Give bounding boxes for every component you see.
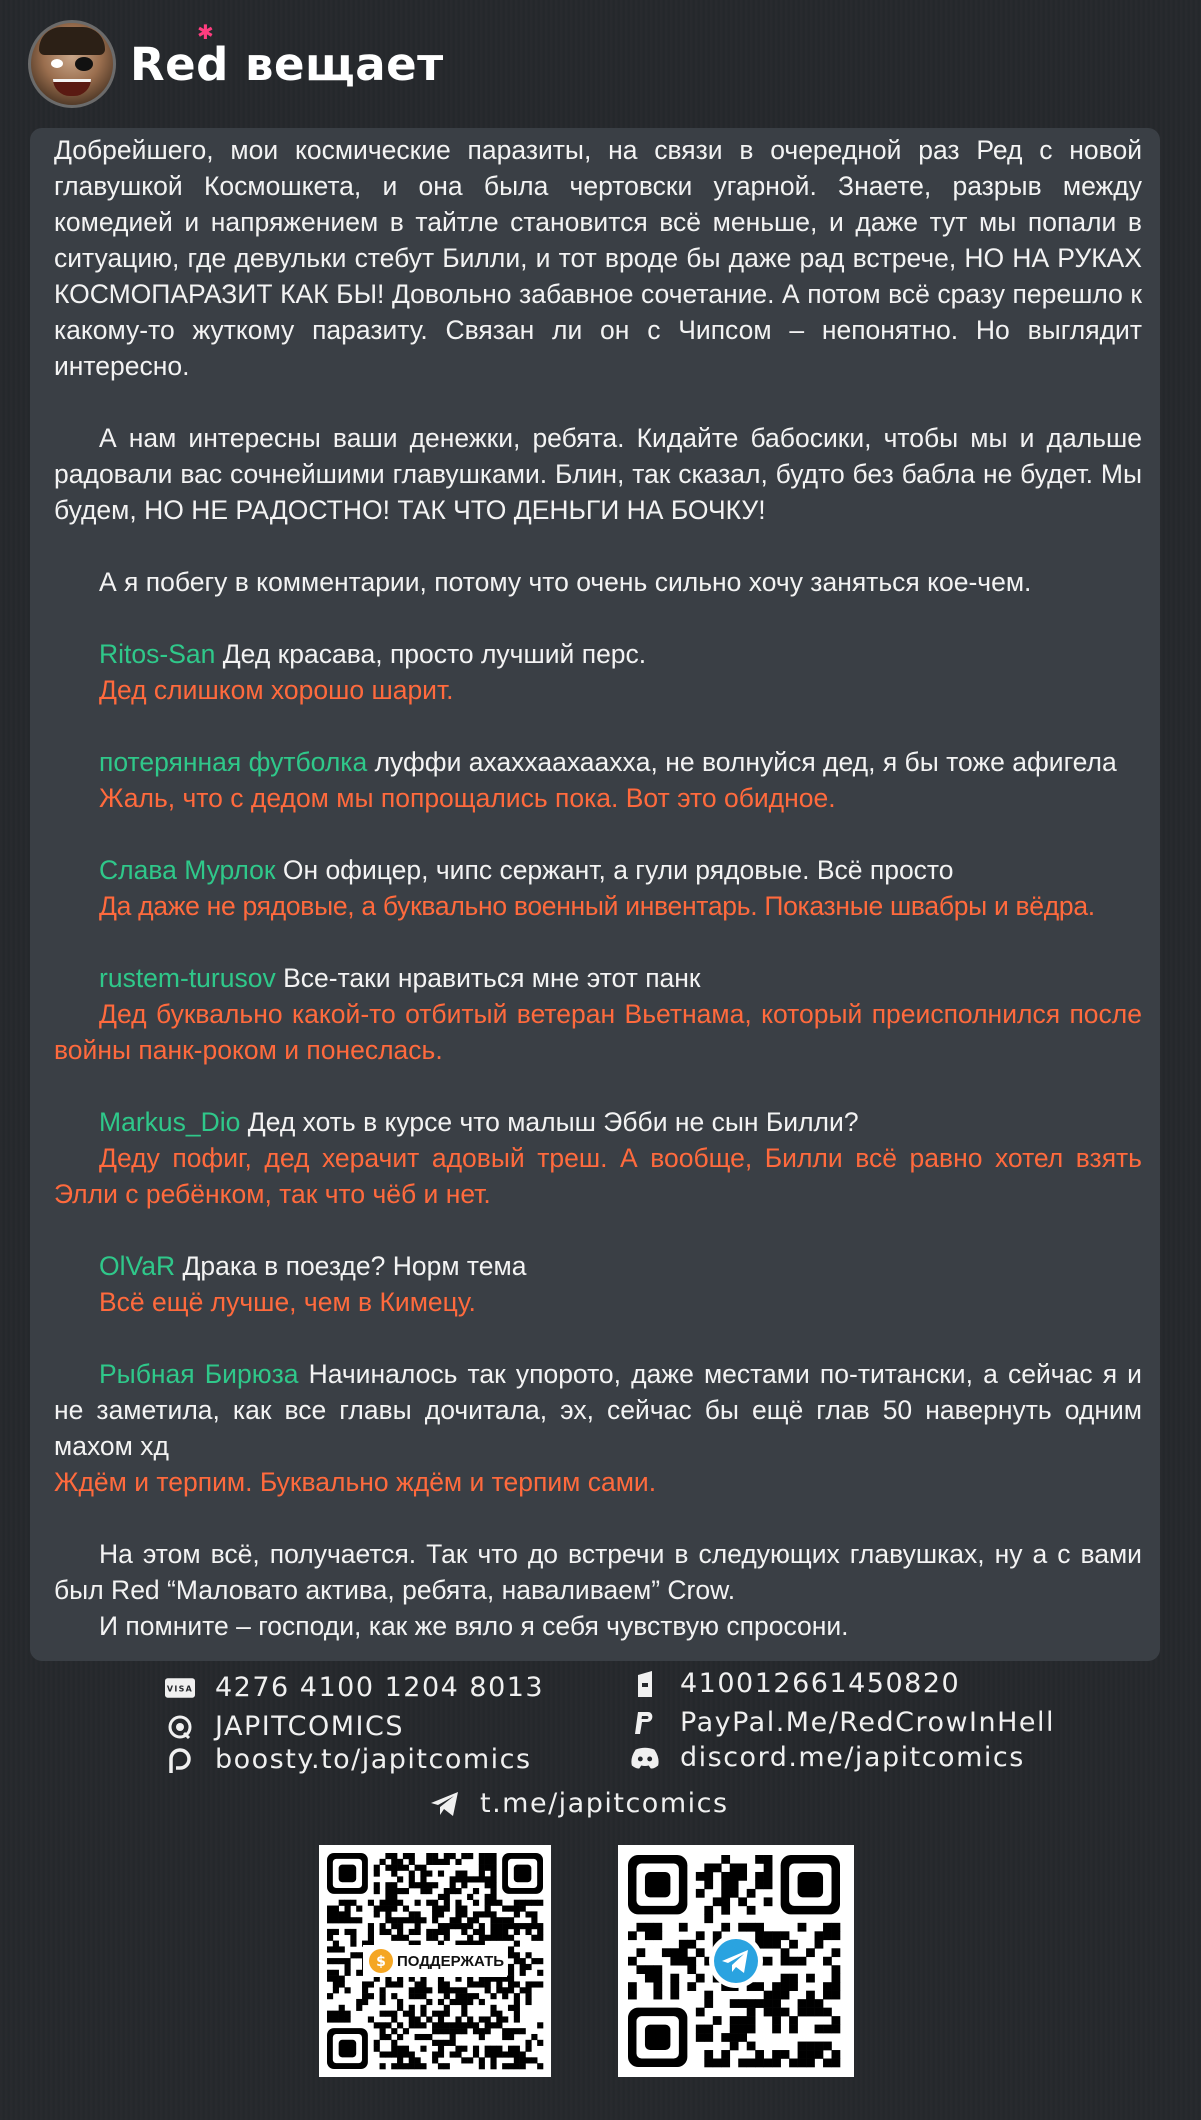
comment-block — [54, 1248, 1142, 1320]
comment-text: Все-таки нравиться мне этот панк — [275, 963, 701, 993]
discord-link: discord.me/japitcomics — [680, 1742, 1025, 1773]
comment-block — [54, 636, 1142, 708]
comment-text: Начиналось так упорото, даже местами по-титански, а сейчас я и не заметила, как все главы дочитала, эх, сейчас бы ещё глав 50 навернуть одним махом хд — [54, 1359, 1142, 1461]
comment-reply: Дед слишком хорошо шарит. — [99, 675, 454, 705]
visa-card-icon — [165, 1673, 195, 1703]
visa-number: 4276 4100 1204 8013 — [215, 1672, 545, 1703]
comment-text: Дед красава, просто лучший перс. — [215, 639, 647, 669]
intro-paragraph: А нам интересны ваши денежки, ребята. Кидайте бабосики, чтобы мы и дальше радовали вас сочнейшими главушками. Блин, так сказал, будто без бабла не будет. Мы будем, НО НЕ РАДОСТНО! ТАК ЧТО ДЕНЬГИ НА БОЧКУ! — [54, 423, 1142, 525]
outro-paragraph: На этом всё, получается. Так что до встречи в следующих главушках, ну а с вами был Red “Маловато актива, ребята, наваливаем” Crow. — [54, 1539, 1142, 1605]
intro-paragraph: Добрейшего, мои космические паразиты, на связи в очередной раз Ред с новой главушкой Космошкета, и она была чертовски угарной. Знаете, разрыв между комедией и напряжением в тайтле становится всё меньше, и даже тут мы попали в ситуацию, где девульки стебут Билли, и тот вроде бы даже рад встрече, НО НА РУКАХ КОСМОПАРАЗИТ КАК БЫ! Довольно забавное сочетание. А потом всё сразу перешло к какому-то жуткому паразиту. Связан ли он с Чипсом – непонятно. Но выглядит интересно. — [54, 135, 1142, 381]
avatar — [28, 20, 116, 108]
comment-text: луффи ахаххаахааххa, не волнуйся дед, я бы тоже афигела — [367, 747, 1117, 777]
comment-text: Драка в поезде? Норм тема — [175, 1251, 527, 1281]
svg-text:VISA: VISA — [166, 1684, 194, 1694]
qiwi-contact[interactable] — [165, 1711, 404, 1742]
qr-support-label: ПОДДЕРЖАТЬ — [397, 1953, 505, 1970]
paypal-link: PayPal.Me/RedCrowInHell — [680, 1707, 1056, 1738]
discord-icon — [630, 1743, 660, 1773]
telegram-link: t.me/japitcomics — [480, 1788, 729, 1819]
boosty-icon — [165, 1745, 195, 1775]
comment-reply: Дед буквально какой-то отбитый ветеран Вьетнама, который преисполнился после войны панк-роком и понеслась. — [54, 999, 1142, 1065]
comment-text: Он офицер, чипс сержант, а гули рядовые. Всё просто — [275, 855, 954, 885]
visa-contact[interactable] — [165, 1672, 544, 1703]
qr-code-telegram[interactable] — [618, 1845, 854, 2077]
comment-block — [54, 852, 1142, 924]
intro-paragraph: А я побегу в комментарии, потому что очень сильно хочу заняться кое-чем. — [99, 567, 1032, 597]
paypal-icon — [630, 1708, 660, 1738]
comment-username[interactable]: rustem-turusov — [99, 963, 276, 993]
telegram-logo-icon — [714, 1939, 758, 1983]
comment-username[interactable]: Рыбная Бирюза — [99, 1359, 299, 1389]
comment-username[interactable]: потерянная футболка — [99, 747, 368, 777]
yoomoney-number: 410012661450820 — [680, 1668, 961, 1699]
svg-text:$: $ — [376, 1954, 386, 1970]
page-title: Red вещает ✱ — [130, 19, 444, 91]
comment-block — [54, 1104, 1142, 1212]
qr-code-support[interactable] — [319, 1845, 551, 2077]
comment-reply: Жаль, что с дедом мы попрощались пока. Вот это обидное. — [99, 783, 836, 813]
qiwi-icon — [165, 1712, 195, 1742]
sparkle-icon: ✱ — [197, 19, 215, 44]
comment-block — [54, 960, 1142, 1068]
telegram-icon — [430, 1789, 460, 1819]
discord-contact[interactable] — [630, 1742, 1025, 1773]
comment-username[interactable]: Ritos-San — [99, 639, 216, 669]
wallet-icon — [630, 1669, 660, 1699]
comment-reply: Ждём и терпим. Буквально ждём и терпим сами. — [54, 1467, 657, 1497]
comment-username[interactable]: Слава Мурлок — [99, 855, 276, 885]
comment-username[interactable]: OlVaR — [99, 1251, 176, 1281]
comment-text: Дед хоть в курсе что малыш Эбби не сын Билли? — [240, 1107, 859, 1137]
comment-reply: Да даже не рядовые, а буквально военный инвентарь. Показные швабры и вёдра. — [99, 891, 1095, 921]
qiwi-name: JAPITCOMICS — [215, 1711, 404, 1742]
telegram-contact[interactable] — [430, 1788, 729, 1819]
yoomoney-contact[interactable] — [630, 1668, 960, 1699]
comment-reply: Деду пофиг, дед херачит адовый треш. А вообще, Билли всё равно хотел взять Элли с ребёнком, так что чёб и нет. — [54, 1143, 1142, 1209]
page-header — [28, 19, 444, 106]
comment-reply: Всё ещё лучше, чем в Кимецу. — [99, 1287, 476, 1317]
boosty-contact[interactable] — [165, 1744, 532, 1775]
comment-block — [54, 1356, 1142, 1500]
comment-block — [54, 744, 1142, 816]
paypal-contact[interactable] — [630, 1707, 1055, 1738]
outro-paragraph: И помните – господи, как же вяло я себя чувствую спросони. — [99, 1611, 849, 1641]
boosty-link: boosty.to/japitcomics — [215, 1744, 532, 1775]
comment-username[interactable]: Markus_Dio — [99, 1107, 241, 1137]
post-card — [30, 128, 1160, 1661]
